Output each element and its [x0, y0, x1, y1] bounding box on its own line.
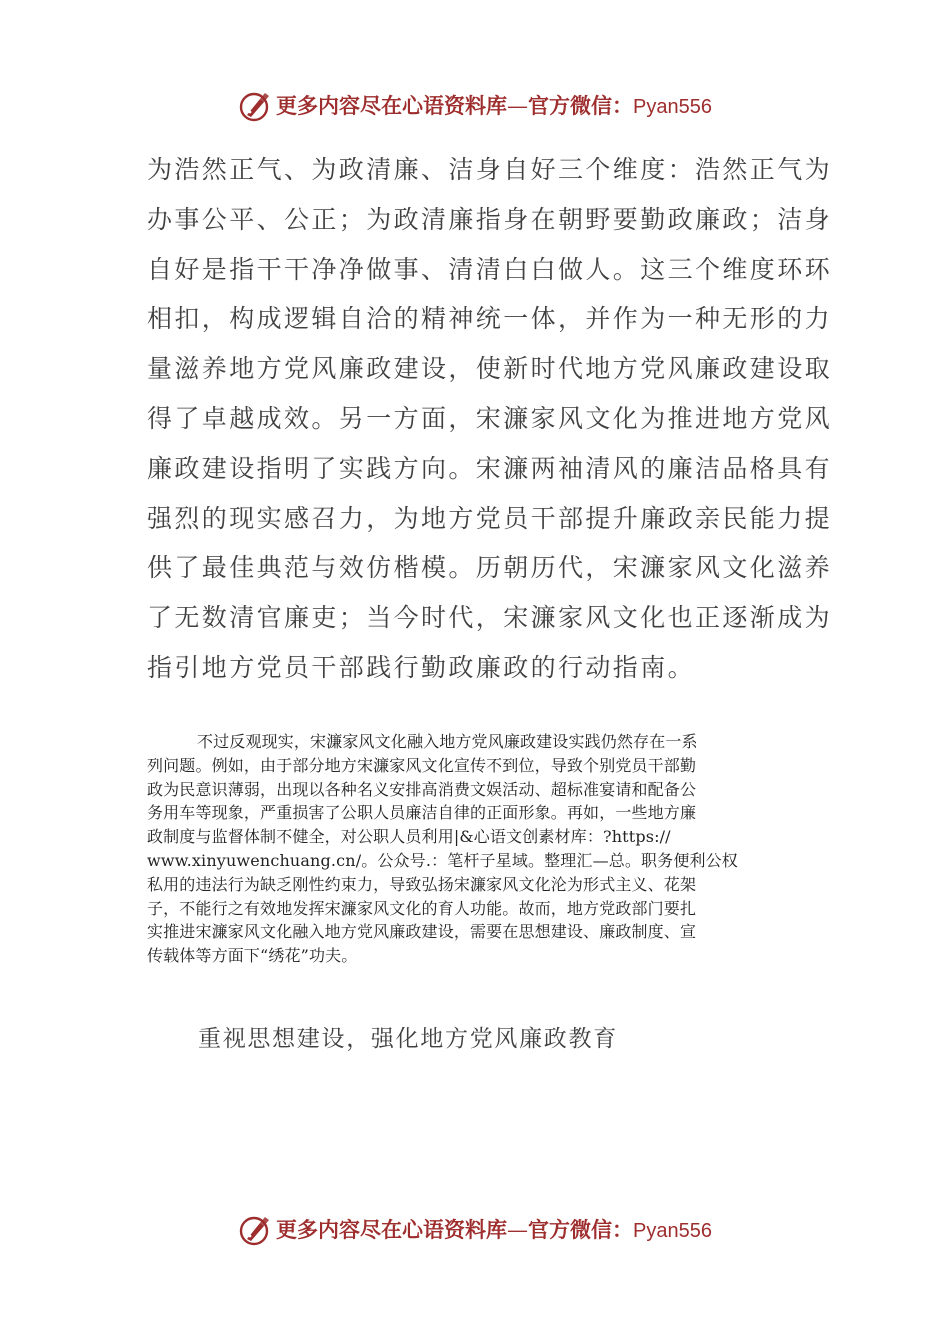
banner-dash: — [507, 93, 529, 118]
paragraph-line: 政制度与监督体制不健全，对公职人员利用|&心语文创素材库：?https:// [147, 827, 671, 847]
body-paragraph-1 [147, 152, 833, 700]
paragraph-line: 供了最佳典范与效仿楷模。历朝历代，宋濂家风文化滋养 [147, 553, 833, 583]
footer-banner [0, 1210, 950, 1250]
body-paragraph-2 [147, 730, 807, 968]
paragraph-line: 得了卓越成效。另一方面，宋濂家风文化为推进地方党风 [147, 403, 833, 433]
paragraph-line: 传载体等方面下“绣花”功夫。 [147, 946, 358, 966]
banner-main-text: 更多内容尽在心语资料库 [276, 1216, 508, 1242]
banner-main-text: 更多内容尽在心语资料库 [276, 92, 508, 118]
paragraph-line: 强烈的现实感召力，为地方党员干部提升廉政亲民能力提 [147, 503, 833, 533]
banner-wechat-id: Pyan556 [633, 95, 712, 118]
paragraph-line: 子，不能行之有效地发挥宋濂家风文化的育人功能。故而，地方党政部门要扎 [147, 898, 697, 918]
paragraph-line: 量滋养地方党风廉政建设，使新时代地方党风廉政建设取 [147, 354, 833, 384]
paragraph-line: 为浩然正气、为政清廉、洁身自好三个维度：浩然正气为 [147, 155, 833, 184]
banner-text [276, 1216, 712, 1245]
paragraph-line: 政为民意识薄弱，出现以各种名义安排高消费文娱活动、超标准宴请和配备公 [147, 779, 697, 799]
paragraph-line: 自好是指干干净净做事、清清白白做人。这三个维度环环 [147, 254, 833, 284]
banner-dash: — [507, 1217, 529, 1242]
pen-logo-icon [238, 89, 272, 123]
banner-text [276, 92, 712, 121]
paragraph-line: 廉政建设指明了实践方向。宋濂两袖清风的廉洁品格具有 [147, 453, 833, 483]
paragraph-line: 列问题。例如，由于部分地方宋濂家风文化宣传不到位，导致个别党员干部勤 [147, 755, 697, 775]
paragraph-line: 务用车等现象，严重损害了公职人员廉洁自律的正面形象。再如，一些地方廉 [147, 803, 697, 823]
paragraph-line: 指引地方党员干部践行勤政廉政的行动指南。 [147, 652, 696, 682]
paragraph-line: 实推进宋濂家风文化融入地方党风廉政建设，需要在思想建设、廉政制度、宣 [147, 922, 697, 942]
banner-wechat-label: 官方微信： [528, 1216, 634, 1242]
paragraph-line: www.xinyuwenchuang.cn/。公众号.：笔杆子星域。整理汇—总。职务便利公权 [147, 850, 738, 870]
header-banner [0, 86, 950, 126]
paragraph-line: 相扣，构成逻辑自洽的精神统一体，并作为一种无形的力 [147, 304, 833, 334]
paragraph-line: 私用的违法行为缺乏刚性约束力，导致弘扬宋濂家风文化沦为形式主义、花架 [147, 874, 697, 894]
paragraph-line: 办事公平、公正；为政清廉指身在朝野要勤政廉政；洁身 [147, 204, 833, 234]
banner-wechat-id: Pyan556 [633, 1219, 712, 1242]
paragraph-line: 了无数清官廉吏；当今时代，宋濂家风文化也正逐渐成为 [147, 603, 833, 633]
paragraph-line: 不过反观现实，宋濂家风文化融入地方党风廉政建设实践仍然存在一系 [197, 732, 698, 751]
pen-logo-icon [238, 1213, 272, 1247]
section-heading: 重视思想建设，强化地方党风廉政教育 [198, 1026, 618, 1052]
banner-wechat-label: 官方微信： [528, 92, 634, 118]
